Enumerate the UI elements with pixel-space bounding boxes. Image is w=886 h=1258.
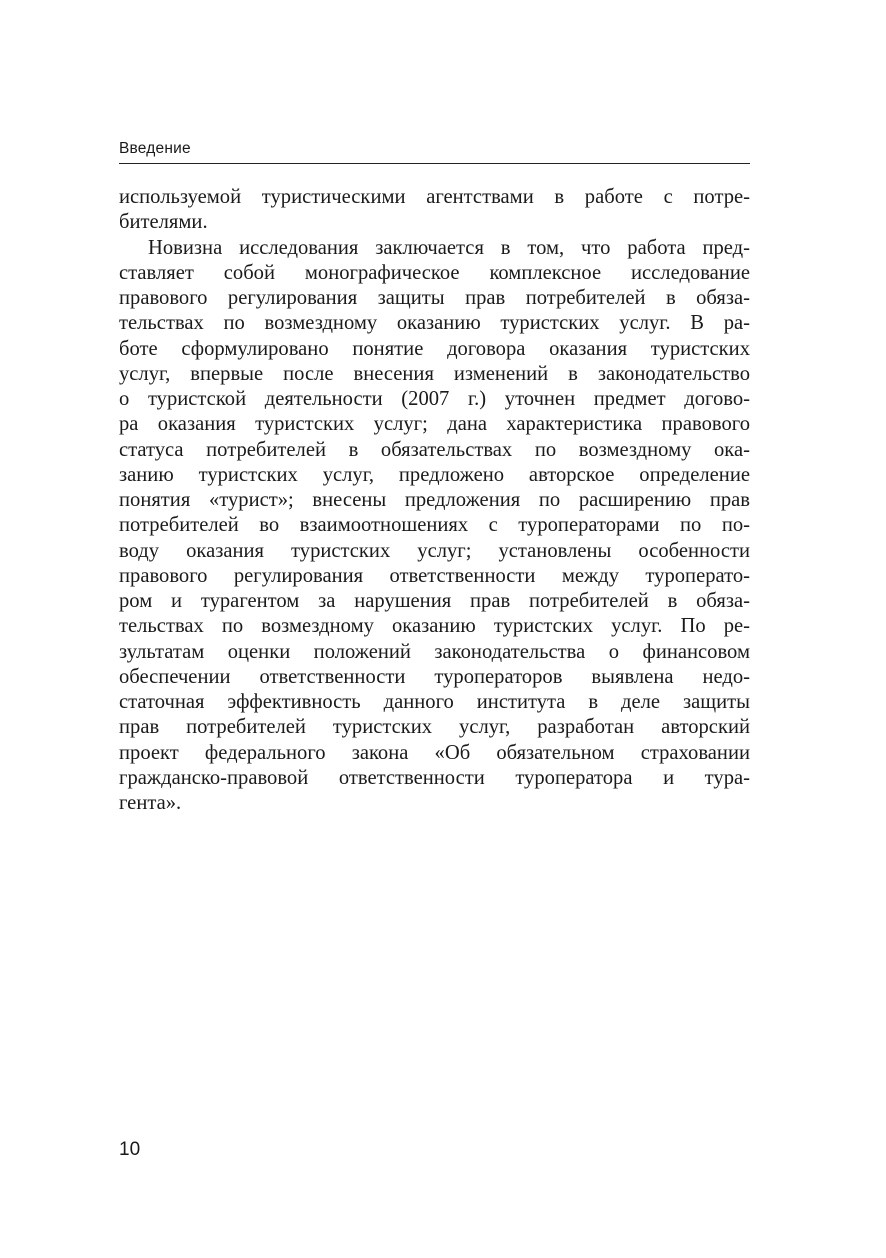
page-number: 10 bbox=[119, 1139, 141, 1160]
text-line: обеспечении ответственности туроператоров выявлена недо- bbox=[119, 665, 750, 688]
text-line: ра оказания туристских услуг; дана характеристика правового bbox=[119, 413, 750, 436]
text-line: правового регулирования ответственности между туроперато- bbox=[119, 564, 750, 587]
text-line: зультатам оценки положений законодательства о финансовом bbox=[119, 640, 750, 663]
text-line: ром и турагентом за нарушения прав потребителей в обяза- bbox=[119, 590, 750, 612]
text-line: о туристской деятельности (2007 г.) уточнен предмет догово- bbox=[119, 388, 750, 410]
text-line: правового регулирования защиты прав потребителей в обяза- bbox=[119, 287, 750, 309]
text-line: используемой туристическими агентствами в работе с потре- bbox=[119, 186, 750, 208]
text-line: тельствах по возмездному оказанию туристских услуг. В ра- bbox=[119, 312, 750, 335]
header-rule bbox=[119, 163, 750, 164]
running-head-title: Введение bbox=[119, 140, 191, 157]
text-line: ставляет собой монографическое комплексное исследование bbox=[119, 261, 750, 284]
text-line: статуса потребителей в обязательствах по возмездному ока- bbox=[119, 438, 750, 461]
text-line: боте сформулировано понятие договора оказания туристских bbox=[119, 337, 750, 360]
text-line: понятия «турист»; внесены предложения по расширению прав bbox=[119, 489, 750, 511]
text-line: Новизна исследования заключается в том, что работа пред- bbox=[148, 236, 750, 259]
text-line: гражданско-правовой ответственности туроператора и тура- bbox=[119, 766, 750, 789]
body-text bbox=[119, 185, 750, 816]
text-line: воду оказания туристских услуг; установлены особенности bbox=[119, 539, 750, 562]
text-line: статочная эффективность данного института в деле защиты bbox=[119, 691, 750, 713]
text-line: проект федерального закона «Об обязательном страховании bbox=[119, 741, 750, 764]
text-line: услуг, впервые после внесения изменений в законодательство bbox=[119, 362, 750, 385]
text-line: бителями. bbox=[119, 211, 208, 234]
text-line: занию туристских услуг, предложено авторское определение bbox=[119, 463, 750, 486]
text-line: прав потребителей туристских услуг, разработан авторский bbox=[119, 716, 750, 739]
text-line: гента». bbox=[119, 792, 182, 814]
text-line: потребителей во взаимоотношениях с туроператорами по по- bbox=[119, 514, 750, 537]
text-line: тельствах по возмездному оказанию туристских услуг. По ре- bbox=[119, 615, 750, 638]
